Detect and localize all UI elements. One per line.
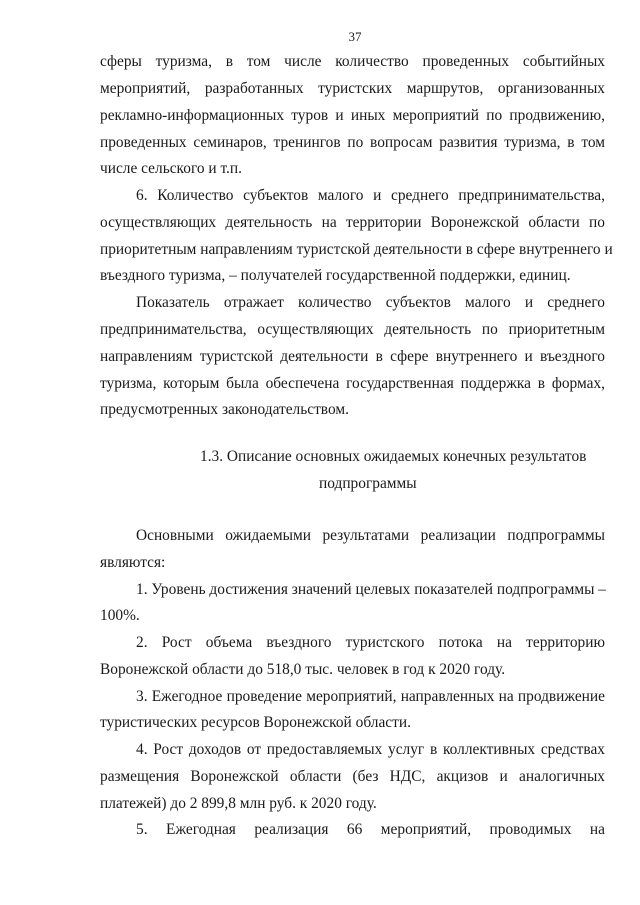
text-line: предпринимательства, осуществляющих деятельность по приоритетным [100,321,605,338]
text-line: Показатель отражает количество субъектов малого и среднего [136,294,605,311]
text-line: приоритетным направлениям туристской деятельности в сфере внутреннего и [100,241,613,258]
text-line: 4. Рост доходов от предоставляемых услуг в коллективных средствах [136,741,605,758]
text-line: размещения Воронежской области (без НДС, акцизов и аналогичных [100,768,605,785]
section-title-line: подпрограммы [319,475,417,492]
text-line: являются: [100,554,166,571]
text-line: сферы туризма, в том числе количество проведенных событийных [100,53,605,70]
text-line: 3. Ежегодное проведение мероприятий, направленных на продвижение [136,688,605,705]
text-line: туризма, которым была обеспечена государственная поддержка в формах, [100,375,605,392]
text-line: Воронежской области до 518,0 тыс. человек в год к 2020 году. [100,661,506,678]
page-number: 37 [348,29,362,44]
text-line: 100%. [100,607,140,624]
text-line: Основными ожидаемыми результатами реализации подпрограммы [136,527,605,544]
text-line: проведенных семинаров, тренингов по вопросам развития туризма, в том [100,134,605,151]
text-line: числе сельского и т.п. [100,160,242,177]
text-line: платежей) до 2 899,8 млн руб. к 2020 году. [100,795,377,812]
section-title-line: 1.3. Описание основных ожидаемых конечных результатов [200,448,587,465]
text-line: 6. Количество субъектов малого и среднего предпринимательства, [136,187,605,204]
text-line: предусмотренных законодательством. [100,401,349,418]
text-line: 5. Ежегодная реализация 66 мероприятий, проводимых на [136,821,605,838]
text-line: мероприятий, разработанных туристских маршрутов, организованных [100,80,605,97]
text-line: осуществляющих деятельность на территории Воронежской области по [100,214,605,231]
text-line: туристических ресурсов Воронежской области. [100,714,411,731]
text-line: 1. Уровень достижения значений целевых показателей подпрограммы – [136,581,607,598]
text-line: въездного туризма, – получателей государственной поддержки, единиц. [100,267,571,284]
text-line: рекламно-информационных туров и иных мероприятий по продвижению, [100,107,605,124]
text-line: 2. Рост объема въездного туристского потока на территорию [136,634,605,651]
text-line: направлениям туристской деятельности в сфере внутреннего и въездного [100,348,605,365]
